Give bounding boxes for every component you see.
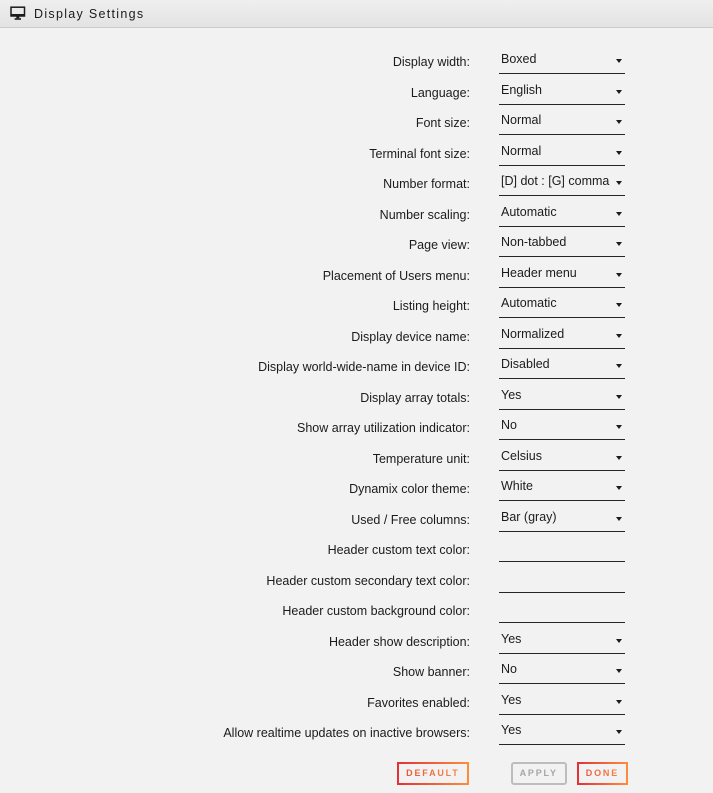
- select-value: No: [501, 418, 517, 433]
- field-label: Show array utilization indicator:: [297, 421, 470, 436]
- settings-row-header-custom-text-color: [0, 535, 713, 566]
- done-button[interactable]: DONE: [577, 762, 628, 785]
- dynamix-color-theme-select[interactable]: [499, 477, 625, 501]
- display-world-wide-name-in-device-id-select[interactable]: [499, 355, 625, 379]
- chevron-down-icon: [616, 456, 622, 460]
- chevron-down-icon: [616, 364, 622, 368]
- settings-row-display-array-totals: [0, 383, 713, 414]
- field-label: Header show description:: [328, 634, 470, 649]
- header-custom-text-color-input[interactable]: [499, 538, 625, 562]
- show-array-utilization-indicator-select[interactable]: [499, 416, 625, 440]
- chevron-down-icon: [616, 334, 622, 338]
- page-title: Display Settings: [34, 6, 145, 21]
- field-label: Header custom secondary text color:: [266, 573, 470, 588]
- select-value: Normalized: [501, 326, 565, 341]
- select-value: White: [501, 479, 533, 494]
- field-label: Show banner:: [392, 665, 470, 680]
- chevron-down-icon: [616, 425, 622, 429]
- select-value: No: [501, 662, 517, 677]
- chevron-down-icon: [616, 273, 622, 277]
- field-label: Dynamix color theme:: [349, 482, 470, 497]
- language-select[interactable]: [499, 81, 625, 105]
- chevron-down-icon: [616, 242, 622, 246]
- select-value: Disabled: [501, 357, 550, 372]
- settings-row-header-custom-background-color: [0, 596, 713, 627]
- field-label: Page view:: [408, 238, 470, 253]
- select-value: Non-tabbed: [501, 235, 567, 250]
- settings-row-display-device-name: [0, 322, 713, 353]
- settings-row-number-scaling: [0, 200, 713, 231]
- select-value: Celsius: [501, 448, 542, 463]
- field-label: Display array totals:: [360, 390, 470, 405]
- settings-row-listing-height: [0, 291, 713, 322]
- select-value: Yes: [501, 692, 522, 707]
- settings-row-favorites-enabled: [0, 688, 713, 719]
- settings-row-placement-of-users-menu: [0, 261, 713, 292]
- chevron-down-icon: [616, 181, 622, 185]
- select-value: Yes: [501, 631, 522, 646]
- chevron-down-icon: [616, 486, 622, 490]
- temperature-unit-select[interactable]: [499, 447, 625, 471]
- field-label: Display device name:: [351, 329, 470, 344]
- settings-row-dynamix-color-theme: [0, 474, 713, 505]
- field-label: Display width:: [392, 55, 470, 70]
- chevron-down-icon: [616, 639, 622, 643]
- listing-height-select[interactable]: [499, 294, 625, 318]
- select-value: Header menu: [501, 265, 577, 280]
- field-label: Display world-wide-name in device ID:: [258, 360, 470, 375]
- display-device-name-select[interactable]: [499, 325, 625, 349]
- field-label: Header custom text color:: [327, 543, 470, 558]
- chevron-down-icon: [616, 303, 622, 307]
- display-width-select[interactable]: [499, 50, 625, 74]
- select-value: Normal: [501, 113, 542, 128]
- chevron-down-icon: [616, 517, 622, 521]
- settings-row-used-free-columns: [0, 505, 713, 536]
- select-value: Automatic: [501, 204, 557, 219]
- chevron-down-icon: [616, 700, 622, 704]
- settings-row-display-world-wide-name-in-device-id: [0, 352, 713, 383]
- field-label: Used / Free columns:: [351, 512, 470, 527]
- header-custom-secondary-text-color-input[interactable]: [499, 569, 625, 593]
- number-scaling-select[interactable]: [499, 203, 625, 227]
- settings-form: [0, 28, 713, 749]
- settings-row-display-width: [0, 47, 713, 78]
- settings-row-header-custom-secondary-text-color: [0, 566, 713, 597]
- placement-of-users-menu-select[interactable]: [499, 264, 625, 288]
- settings-row-header-show-description: [0, 627, 713, 658]
- chevron-down-icon: [616, 730, 622, 734]
- settings-row-page-view: [0, 230, 713, 261]
- field-label: Listing height:: [392, 299, 470, 314]
- default-button[interactable]: DEFAULT: [397, 762, 468, 785]
- select-value: English: [501, 82, 542, 97]
- field-label: Allow realtime updates on inactive browsers:: [223, 726, 470, 741]
- field-label: Number scaling:: [379, 207, 470, 222]
- select-value: Boxed: [501, 52, 537, 67]
- header-custom-background-color-input[interactable]: [499, 599, 625, 623]
- header-show-description-select[interactable]: [499, 630, 625, 654]
- show-banner-select[interactable]: [499, 660, 625, 684]
- field-label: Favorites enabled:: [367, 695, 470, 710]
- settings-row-terminal-font-size: [0, 139, 713, 170]
- select-value: Yes: [501, 723, 522, 738]
- settings-row-show-banner: [0, 657, 713, 688]
- settings-row-allow-realtime-updates-on-inactive-browsers: [0, 718, 713, 749]
- font-size-select[interactable]: [499, 111, 625, 135]
- field-label: Temperature unit:: [372, 451, 470, 466]
- field-label: Number format:: [383, 177, 470, 192]
- titlebar: [0, 0, 713, 28]
- settings-row-temperature-unit: [0, 444, 713, 475]
- settings-row-language: [0, 78, 713, 109]
- settings-row-show-array-utilization-indicator: [0, 413, 713, 444]
- settings-row-number-format: [0, 169, 713, 200]
- number-format-select[interactable]: [499, 172, 625, 196]
- allow-realtime-updates-on-inactive-browsers-select[interactable]: [499, 721, 625, 745]
- apply-button[interactable]: APPLY: [511, 762, 567, 785]
- chevron-down-icon: [616, 395, 622, 399]
- terminal-font-size-select[interactable]: [499, 142, 625, 166]
- field-label: Language:: [410, 85, 470, 100]
- select-value: Automatic: [501, 296, 557, 311]
- footer-buttons: [0, 762, 713, 785]
- chevron-down-icon: [616, 59, 622, 63]
- display-array-totals-select[interactable]: [499, 386, 625, 410]
- select-value: [D] dot : [G] comma: [501, 174, 610, 189]
- settings-row-font-size: [0, 108, 713, 139]
- select-value: Normal: [501, 143, 542, 158]
- page-view-select[interactable]: [499, 233, 625, 257]
- field-label: Terminal font size:: [369, 146, 470, 161]
- chevron-down-icon: [616, 90, 622, 94]
- chevron-down-icon: [616, 212, 622, 216]
- favorites-enabled-select[interactable]: [499, 691, 625, 715]
- chevron-down-icon: [616, 151, 622, 155]
- used-free-columns-select[interactable]: [499, 508, 625, 532]
- chevron-down-icon: [616, 669, 622, 673]
- select-value: Bar (gray): [501, 509, 557, 524]
- chevron-down-icon: [616, 120, 622, 124]
- select-value: Yes: [501, 387, 522, 402]
- field-label: Header custom background color:: [282, 604, 470, 619]
- field-label: Placement of Users menu:: [322, 268, 470, 283]
- field-label: Font size:: [415, 116, 470, 131]
- desktop-monitor-icon: [10, 6, 26, 21]
